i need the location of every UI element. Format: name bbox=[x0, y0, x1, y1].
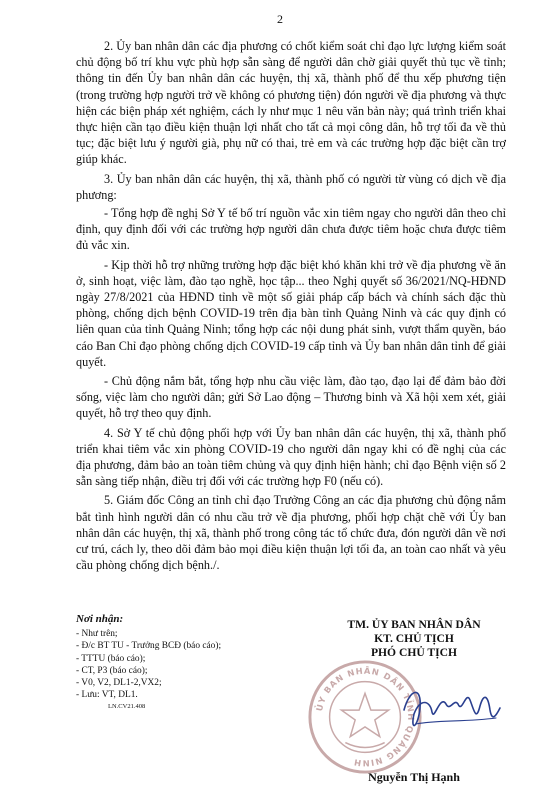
seal-star-icon bbox=[341, 693, 388, 736]
signature-org-line: TM. ỦY BAN NHÂN DÂN bbox=[347, 618, 481, 631]
paragraph-item-3: 3. Ủy ban nhân dân các huyện, thị xã, thành phố có người từ vùng có dịch về địa phương: bbox=[76, 171, 506, 202]
signature-block bbox=[294, 618, 534, 784]
signer-name: Nguyễn Thị Hạnh bbox=[368, 770, 460, 784]
signature-role-line: KT. CHỦ TỊCH bbox=[374, 632, 454, 645]
document-body bbox=[76, 38, 506, 577]
recipients-title: Nơi nhận: bbox=[76, 613, 124, 625]
paragraph-item-5: 5. Giám đốc Công an tỉnh chỉ đạo Trưởng Công an các địa phương chủ động nắm bắt tình hình người dân có nhu cầu trở về địa phương, phối hợp chặt chẽ với Ủy ban nhân dân các huyện, thị xã, thành phố trong công tác tổ chức đưa, đón người dân về nơi cư trú, cách ly, theo dõi đảm bảo mọi điều kiện thuận lợi tối đa, an toàn cao nhất và yêu cầu phòng chống dịch bệnh./. bbox=[76, 493, 506, 573]
recipient-item: - V0, V2, DL1-2,VX2; bbox=[76, 678, 162, 689]
paragraph-item-3-bullet-3: - Chủ động nắm bắt, tổng hợp nhu cầu việc làm, đào tạo, đạo lại để đảm bảo đời sống, việc làm cho người dân; gửi Sở Lao động – Thương binh và Xã hội xem xét, giải quyết, hỗ trợ theo quy định. bbox=[76, 374, 506, 421]
paragraph-item-3-bullet-2: - Kịp thời hỗ trợ những trường hợp đặc biệt khó khăn khi trở về địa phương về ăn ở, sinh hoạt, việc làm, đào tạo nghề, học tập... theo Nghị quyết số 36/2021/NQ-HĐND ngày 27/8/2021 của HĐND tỉnh về một số giải pháp cấp bách và chính sách đặc thù phòng, chống dịch bệnh COVID-19 trên địa bàn tỉnh Quảng Ninh và các quy định có liên quan của tỉnh Quảng Ninh; tổng hợp các nội dung phát sinh, vượt thẩm quyền, báo cáo Ban Chỉ đạo phòng chống dịch COVID-19 cấp tỉnh và Ủy ban nhân dân tỉnh để giải quyết. bbox=[76, 257, 506, 369]
page-number: 2 bbox=[277, 12, 283, 26]
recipients-block bbox=[76, 613, 276, 711]
recipients-list bbox=[76, 628, 276, 702]
recipient-item: - TTTU (báo cáo); bbox=[76, 653, 146, 664]
signature-title-line: PHÓ CHỦ TỊCH bbox=[370, 646, 458, 659]
recipient-item: - Lưu: VT, DL1. bbox=[76, 690, 138, 701]
paragraph-item-2: 2. Ủy ban nhân dân các địa phương có chốt kiểm soát chỉ đạo lực lượng kiểm soát chủ động bố trí khu vực phù hợp sẵn sàng để người dân chờ giải quyết thủ tục về tỉnh; thông tin đến Ủy ban nhân dân các huyện, thị xã, thành phố để thu xếp phương tiện (trong trường hợp người trở về không có phương tiện) đón người về địa phương và thực hiện các biện pháp xét nghiệm, cách ly như mục 1 nêu văn bản này; quá trình triển khai thực hiện cần tạo điều kiện thuận lợi nhất cho tất cả mọi công dân, hỗ trợ tối đa về thủ tục; đặc biệt lưu ý người già, phụ nữ có thai, trẻ em và các trường hợp đặc biệt cần trợ giúp khác. bbox=[76, 39, 506, 167]
paragraph-item-4: 4. Sở Y tế chủ động phối hợp với Ủy ban nhân dân các huyện, thị xã, thành phố triển khai tiêm vắc xin phòng COVID-19 cho người dân ngay khi có đề nghị của các địa phương, đảm bảo an toàn tiêm chủng và quy định hiện hành; chỉ đạo Bệnh viện số 2 sẵn sàng tiếp nhận, điều trị đối với các trường hợp F0 (nếu có). bbox=[76, 425, 506, 489]
handwritten-signature bbox=[396, 670, 506, 750]
paragraph-item-3-bullet-1: - Tổng hợp đề nghị Sở Y tế bố trí nguồn vắc xin tiêm ngay cho người dân theo chỉ định, quy định đối với các trường hợp người dân chưa được tiêm hoặc chưa được tiêm đủ vắc xin. bbox=[76, 206, 506, 253]
recipient-item: - Như trên; bbox=[76, 629, 118, 639]
recipient-item: - CT, P3 (báo cáo); bbox=[76, 665, 148, 676]
recipient-item: - Đ/c BT TU - Trưởng BCĐ (báo cáo); bbox=[76, 641, 222, 652]
document-code: LN.CV21.408 bbox=[108, 702, 146, 710]
seal-text: ỦY BAN NHÂN DÂN TỈNH QUẢNG NINH bbox=[314, 665, 417, 769]
